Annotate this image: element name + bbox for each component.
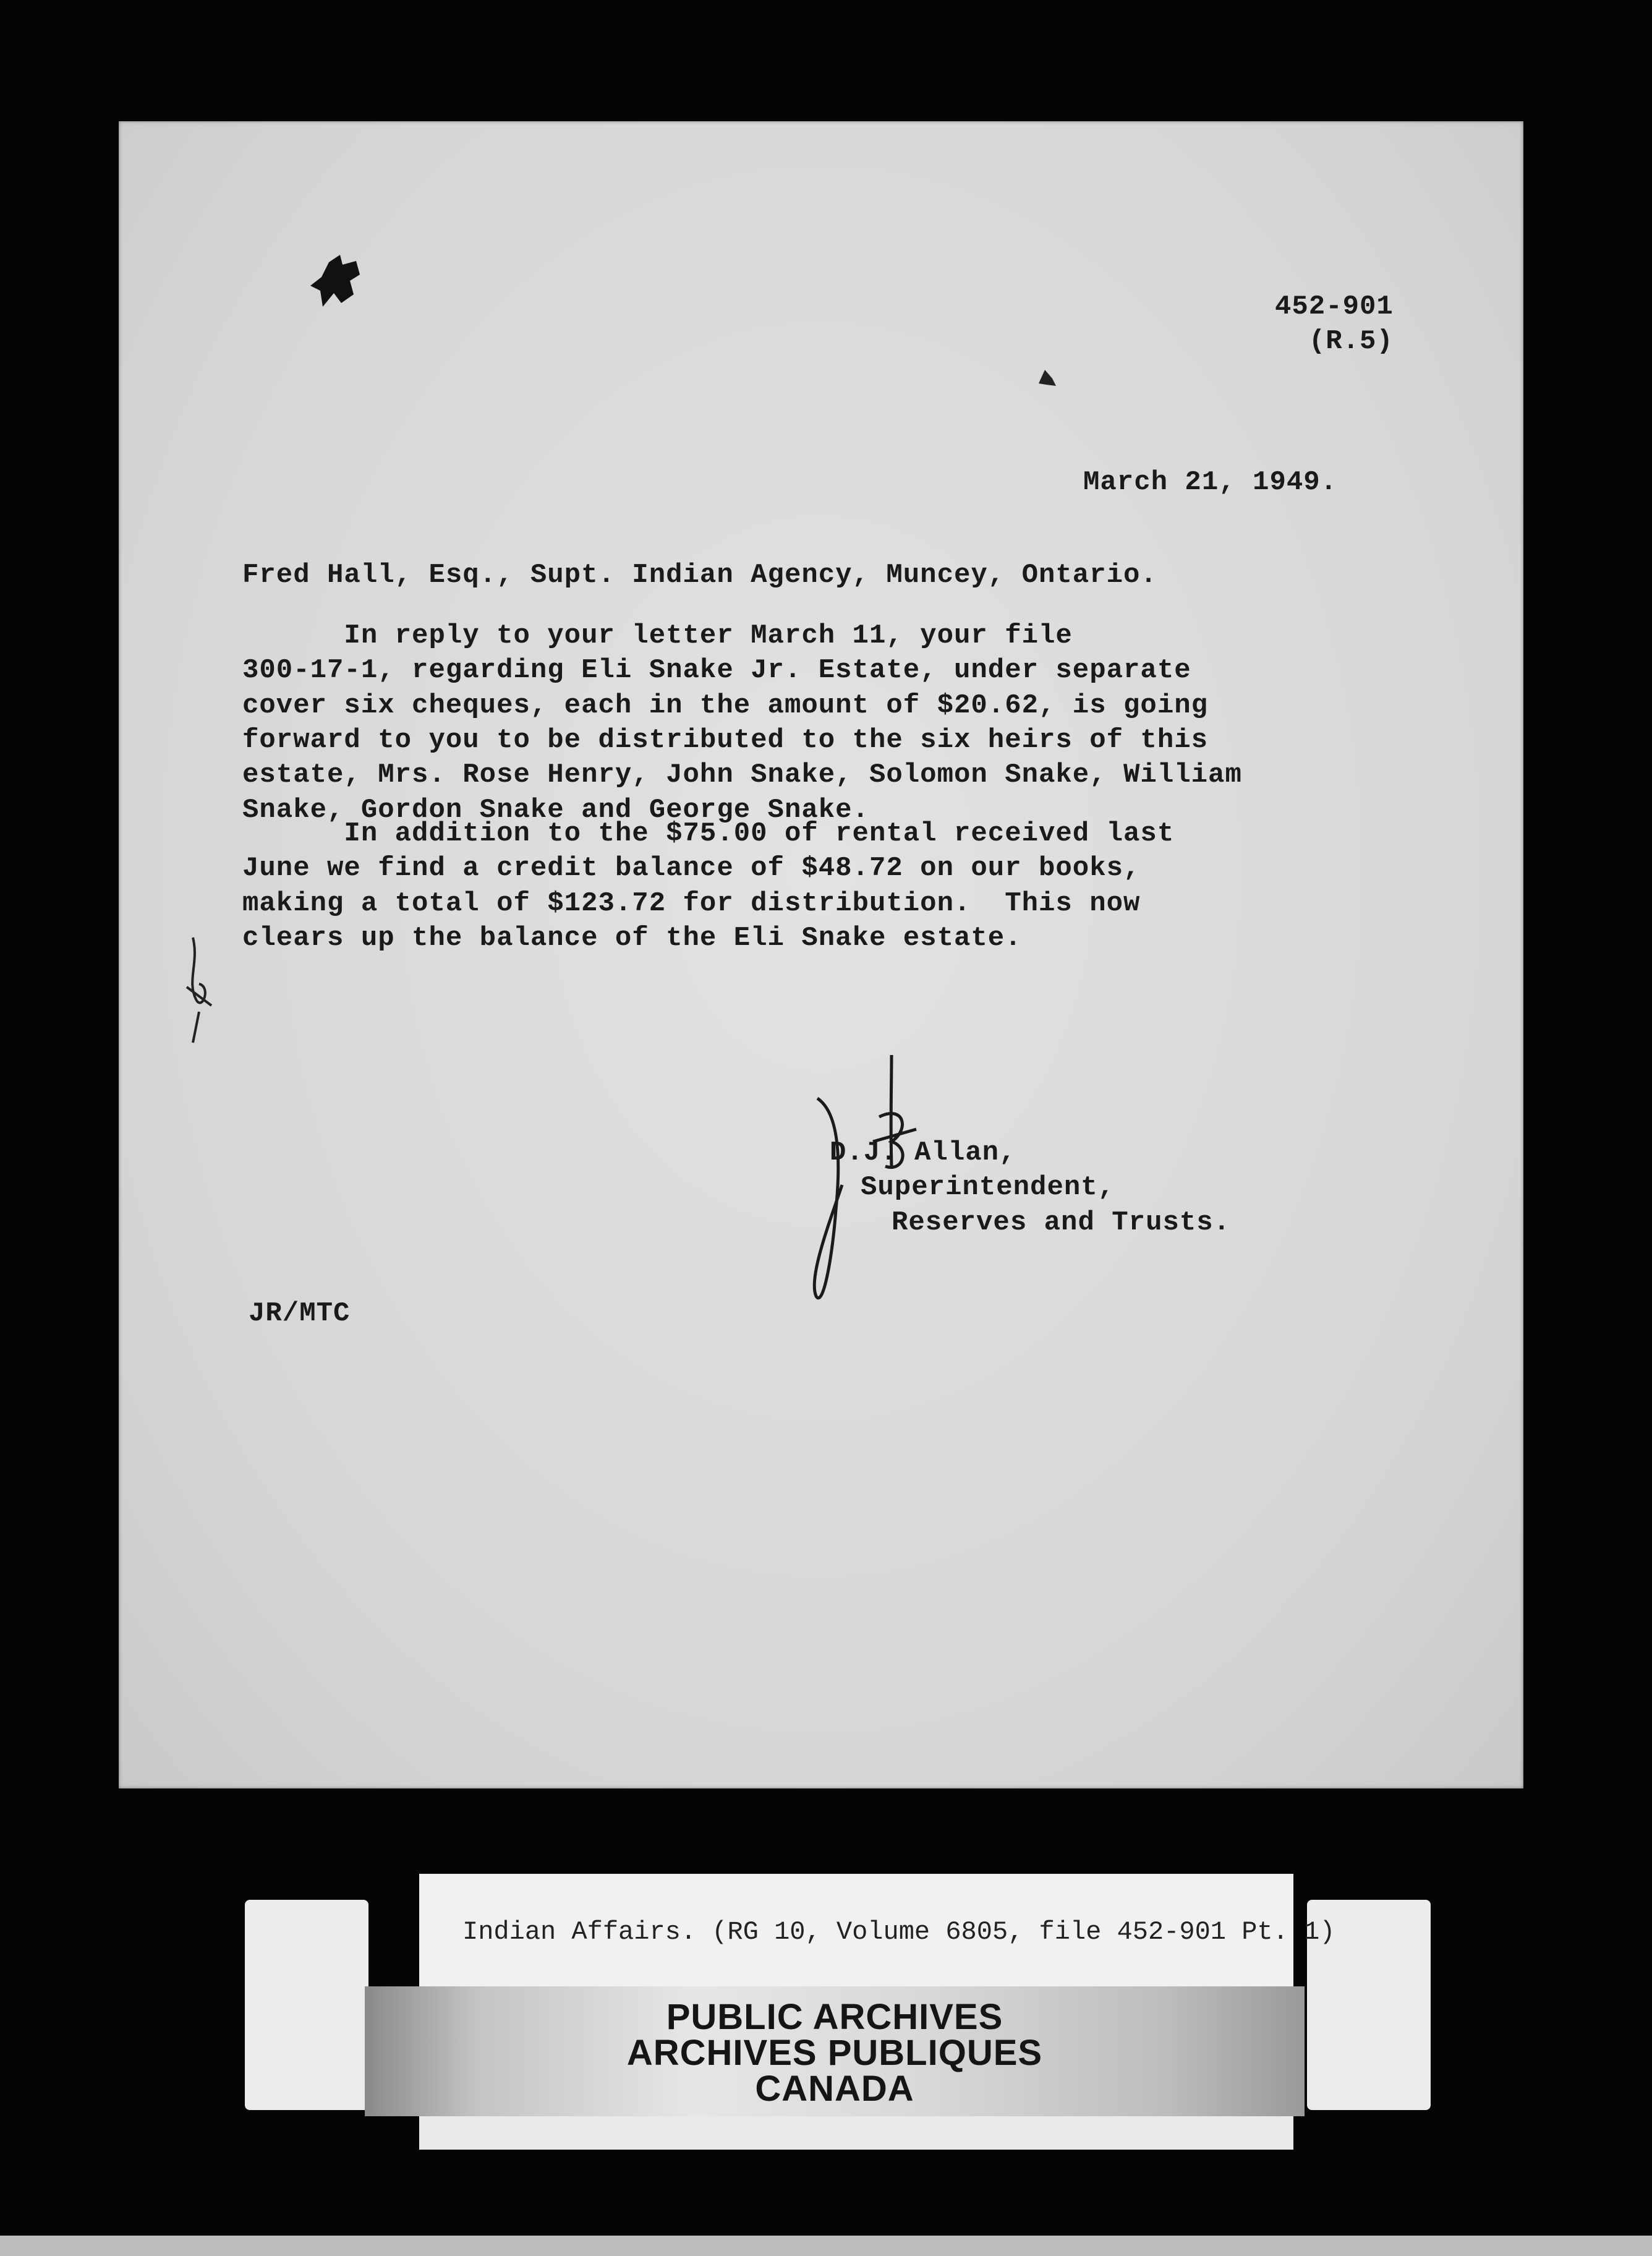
file-suffix: (R.5) — [1308, 326, 1394, 357]
signer-name: D.J. Allan, — [830, 1137, 1016, 1168]
letter-page — [119, 121, 1523, 1788]
paragraph-1-line: estate, Mrs. Rose Henry, John Snake, Solomon Snake, William — [242, 759, 1242, 791]
paragraph-2 — [242, 816, 1174, 955]
paragraph-2-line: June we find a credit balance of $48.72 on our books, — [242, 853, 1141, 884]
file-number-block — [1275, 289, 1394, 359]
paragraph-2-line: In addition to the $75.00 of rental received last — [242, 818, 1175, 849]
archive-reference: Indian Affairs. (RG 10, Volume 6805, file 452-901 Pt. 1) — [462, 1917, 1335, 1947]
ink-speck — [1034, 366, 1058, 391]
archive-label-left-tab — [245, 1900, 368, 2110]
typist-initials: JR/MTC — [249, 1298, 351, 1329]
paragraph-2-line: making a total of $123.72 for distribution. This now — [242, 887, 1141, 919]
film-edge — [0, 2236, 1652, 2256]
paragraph-1-line: Snake, Gordon Snake and George Snake. — [242, 794, 869, 826]
signer-department: Reserves and Trusts. — [892, 1207, 1231, 1238]
archive-reference-label — [419, 1874, 1335, 1998]
stamp-line-3: CANADA — [755, 2069, 914, 2109]
paragraph-2-line: clears up the balance of the Eli Snake estate. — [242, 922, 1022, 954]
paragraph-1-line: forward to you to be distributed to the six heirs of this — [242, 724, 1209, 756]
archive-label-bottom — [419, 2116, 1293, 2150]
stamp-line-1: PUBLIC ARCHIVES — [666, 1997, 1003, 2037]
signature-block — [830, 1135, 1230, 1240]
paragraph-1-line: In reply to your letter March 11, your file — [242, 620, 1073, 651]
paragraph-1-line: cover six cheques, each in the amount of $20.62, is going — [242, 690, 1209, 721]
file-number: 452-901 — [1275, 291, 1394, 322]
archives-stamp — [365, 1986, 1305, 2116]
addressee-line: Fred Hall, Esq., Supt. Indian Agency, Muncey, Ontario. — [242, 560, 1157, 591]
paragraph-1-line: 300-17-1, regarding Eli Snake Jr. Estate, under separate — [242, 655, 1191, 686]
stamp-line-2: ARCHIVES PUBLIQUES — [626, 2033, 1043, 2073]
ink-blot — [304, 250, 372, 318]
signer-title: Superintendent, — [861, 1172, 1115, 1203]
letter-date: March 21, 1949. — [1083, 467, 1338, 498]
paragraph-1 — [242, 618, 1242, 827]
margin-initial-mark — [174, 925, 224, 1049]
